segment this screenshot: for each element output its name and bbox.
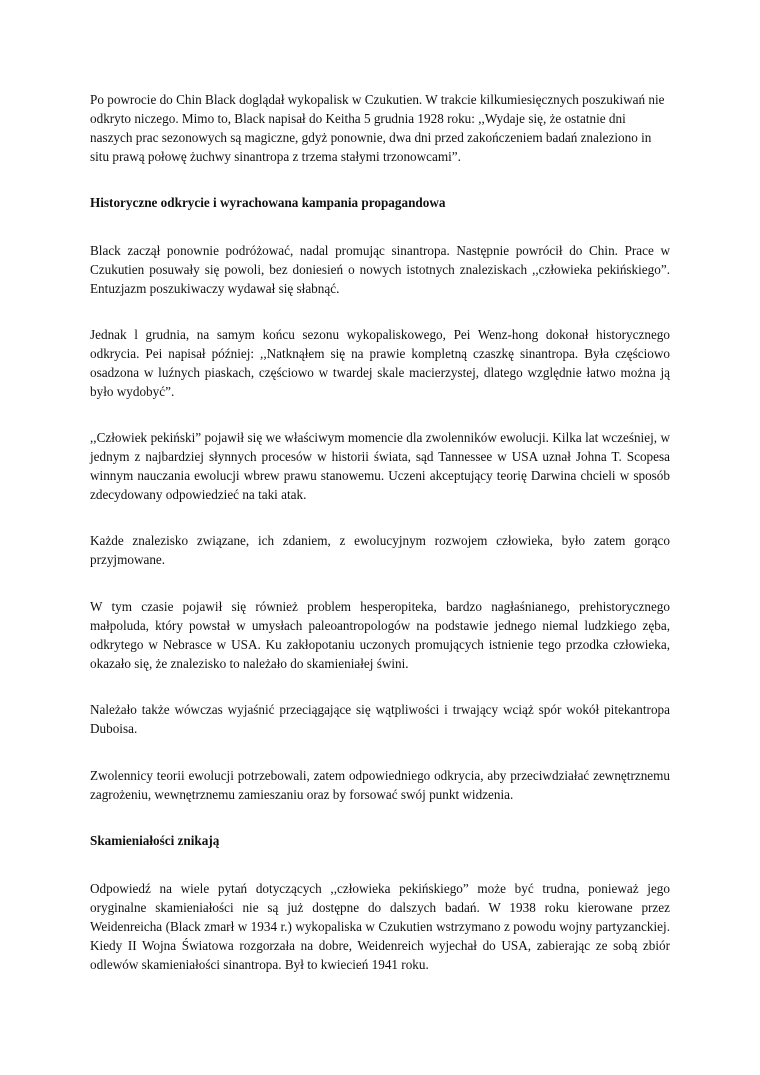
paragraph-evolution-supporters: Zwolennicy teorii ewolucji potrzebowali, zatem odpowiedniego odkrycia, aby przeciwdziałać zewnętrznemu zagrożeniu, wewnętrznemu zamieszaniu oraz by forsować swój punkt widzenia. bbox=[90, 768, 670, 802]
heading-fossils-disappear: Skamieniałości znikają bbox=[90, 833, 220, 848]
heading-historic-discovery: Historyczne odkrycie i wyrachowana kampania propagandowa bbox=[90, 195, 446, 210]
paragraph-finds-welcomed: Każde znalezisko związane, ich zdaniem, z ewolucyjnym rozwojem człowieka, było zatem gorąco przyjmowane. bbox=[90, 533, 670, 567]
paragraph-pithecanthropus: Należało także wówczas wyjaśnić przeciągające się wątpliwości i trwający wciąż spór wokół pitekantropa Duboisa. bbox=[90, 702, 670, 736]
paragraph-chin-return: Po powrocie do Chin Black doglądał wykopalisk w Czukutien. W trakcie kilkumiesięcznych poszukiwań nie odkryto niczego. Mimo to, Black napisał do Keitha 5 grudnia 1928 roku: ,,Wydaje się, że ostatnie dni naszych prac sezonowych są magiczne, gdyż ponownie, dwa dni przed zakończeniem badań znaleziono in situ prawą połowę żuchwy sinantropa z trzema stałymi trzonowcami”. bbox=[90, 92, 665, 164]
paragraph-hesperopithecus: W tym czasie pojawił się również problem hesperopiteka, bardzo nagłaśnianego, prehistorycznego małpoluda, który powstał w umysłach paleoantropologów na podstawie jednego niemal ludzkiego zęba, odkrytego w Nebrasce w USA. Ku zakłopotaniu uczonych promujących istnienie tego przodka człowieka, okazało się, że znalezisko to należało do skamieniałej świni. bbox=[90, 599, 670, 671]
paragraph-black-travels: Black zaczął ponownie podróżować, nadal promując sinantropa. Następnie powrócił do Chin. Prace w Czukutien posuwały się powoli, bez doniesień o nowych istotnych znaleziskach ,,człowieka pekińskiego”. Entuzjazm poszukiwaczy wydawał się słabnąć. bbox=[90, 243, 670, 296]
paragraph-pei-discovery: Jednak l grudnia, na samym końcu sezonu wykopaliskowego, Pei Wenz-hong dokonał historycznego odkrycia. Pei napisał później: ,,Natknąłem się na prawie kompletną czaszkę sinantropa. Była częściowo osadzona w luźnych piaskach, częściowo w twardej skale macierzystej, dlatego względnie łatwo można ją było wydobyć”. bbox=[90, 327, 670, 399]
paragraph-fossils-unavailable: Odpowiedź na wiele pytań dotyczących ,,człowieka pekińskiego” może być trudna, ponieważ jego oryginalne skamieniałości nie są już dostępne do dalszych badań. W 1938 roku kierowane przez Weidenreicha (Black zmarł w 1934 r.) wykopaliska w Czukutien wstrzymano z powodu wojny partyzanckiej. Kiedy II Wojna Światowa rozgorzała na dobre, Weidenreich wyjechał do USA, zabierając ze sobą zbiór odlewów skamieniałości sinantropa. Był to kwiecień 1941 roku. bbox=[90, 881, 670, 972]
document-page bbox=[90, 90, 670, 1002]
paragraph-peking-man-timing: ,,Człowiek pekiński” pojawił się we właściwym momencie dla zwolenników ewolucji. Kilka lat wcześniej, w jednym z najbardziej słynnych procesów w historii świata, sąd Tannessee w USA uznał Johna T. Scopesa winnym nauczania ewolucji wbrew prawu stanowemu. Uczeni akceptujący teorię Darwina chcieli w sposób zdecydowany odpowiedzieć na taki atak. bbox=[90, 430, 670, 502]
